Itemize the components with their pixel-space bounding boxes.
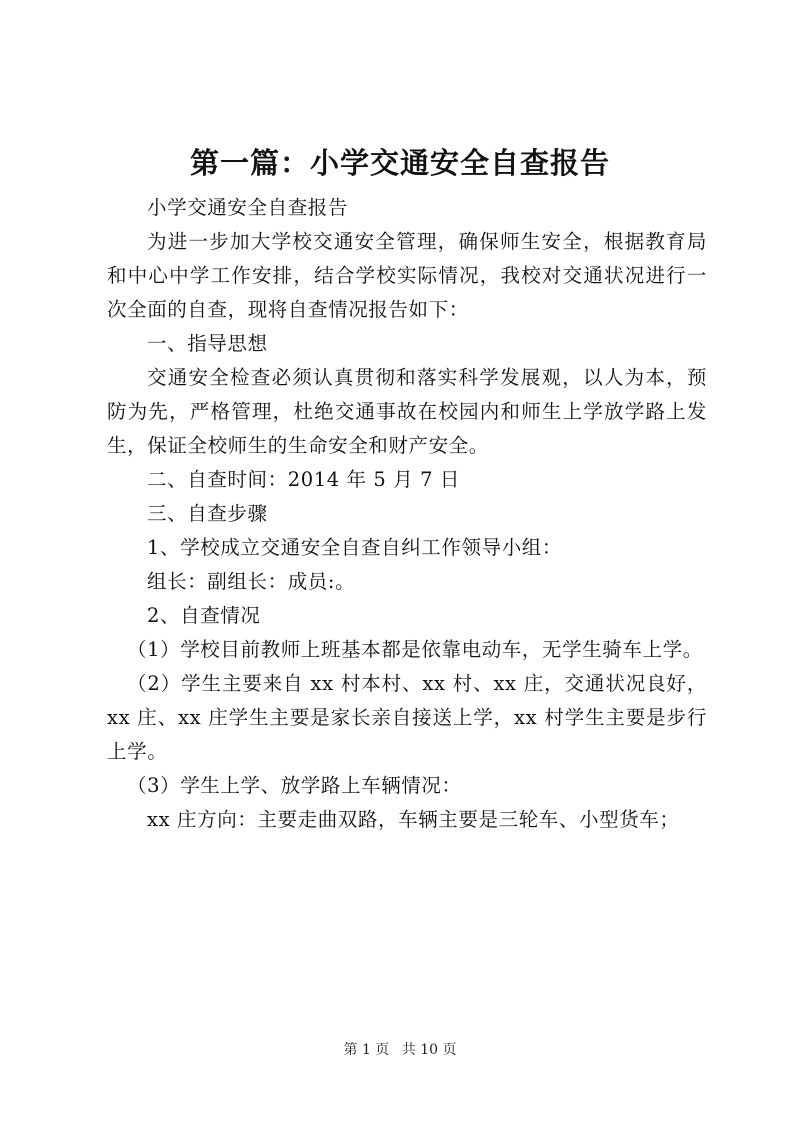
page-footer bbox=[0, 1039, 800, 1061]
page-number: 第 1 页 bbox=[343, 1042, 390, 1058]
document-title: 第一篇：小学交通安全自查报告 bbox=[189, 146, 610, 180]
paragraph: 一、指导思想 bbox=[147, 332, 268, 355]
page-total: 共 10 页 bbox=[401, 1042, 457, 1058]
paragraph: 交通安全检查必须认真贯彻和落实科学发展观，以人为本，预防为先，严格管理，杜绝交通事故在校园内和师生上学放学路上发生，保证全校师生的生命安全和财产安全。 bbox=[107, 366, 707, 457]
paragraph: 小学交通安全自查报告 bbox=[147, 196, 349, 219]
paragraph: （1）学校目前教师上班基本都是依靠电动车，无学生骑车上学。 bbox=[127, 638, 703, 661]
paragraph: 三、自查步骤 bbox=[147, 502, 268, 525]
paragraph: （2）学生主要来自 xx 村本村、xx 村、xx 庄，交通状况良好，xx 庄、xx 庄学生主要是家长亲自接送上学，xx 村学生主要是步行上学。 bbox=[107, 672, 707, 763]
paragraph: 为进一步加大学校交通安全管理，确保师生安全，根据教育局和中心中学工作安排，结合学校实际情况，我校对交通状况进行一次全面的自查，现将自查情况报告如下： bbox=[107, 230, 707, 321]
paragraph: 二、自查时间：2014 年 5 月 7 日 bbox=[147, 468, 461, 491]
document-body bbox=[107, 191, 707, 837]
paragraph: 1、学校成立交通安全自查自纠工作领导小组： bbox=[147, 536, 563, 559]
paragraph: xx 庄方向：主要走曲双路，车辆主要是三轮车、小型货车； bbox=[147, 808, 680, 831]
paragraph: （3）学生上学、放学路上车辆情况： bbox=[127, 774, 462, 797]
paragraph: 组长：副组长：成员:。 bbox=[147, 570, 356, 593]
paragraph: 2、自查情况 bbox=[147, 604, 261, 627]
